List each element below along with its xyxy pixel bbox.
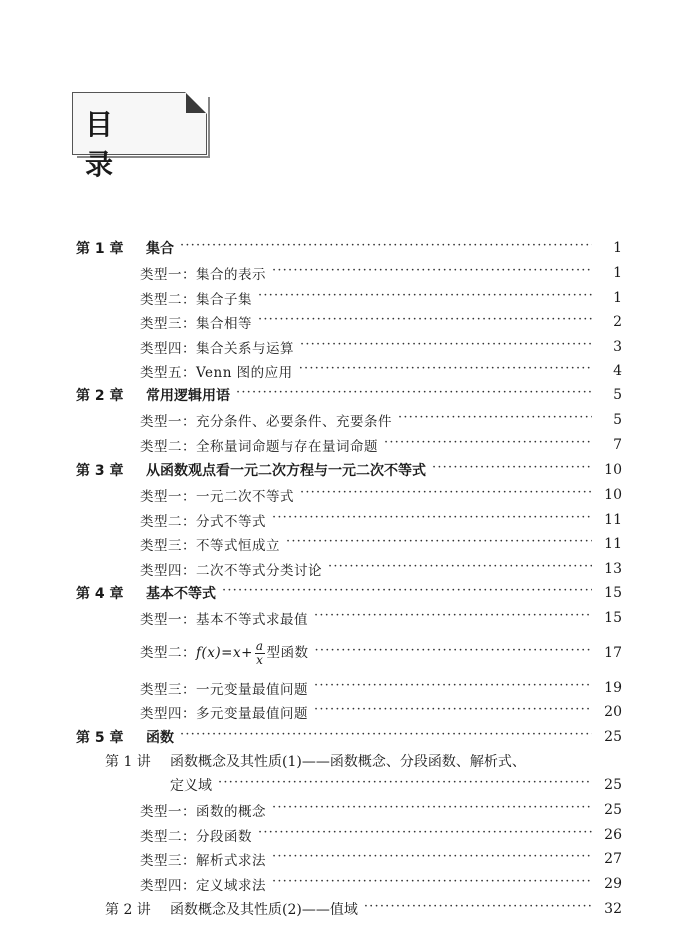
lecture-title-line1: 函数概念及其性质(1)——函数概念、分段函数、解析式、 xyxy=(170,754,526,770)
leader-dots xyxy=(314,611,592,625)
leader-dots xyxy=(432,463,592,477)
entry-suffix: 型函数 xyxy=(266,644,309,661)
toc-entry[interactable] xyxy=(140,872,622,896)
toc-lecture-1-line1[interactable] xyxy=(105,749,622,773)
page-number: 32 xyxy=(604,901,622,917)
page-number: 25 xyxy=(604,802,622,818)
entry-label: 类型二：分式不等式 xyxy=(140,514,266,530)
toc-title-box xyxy=(72,92,207,181)
page-number: 15 xyxy=(604,585,622,601)
entry-label: 类型一：函数的概念 xyxy=(140,804,266,820)
formula-left: f(x)=x+ xyxy=(196,644,253,661)
entry-label: 类型二：集合子集 xyxy=(140,292,252,308)
toc-entry[interactable] xyxy=(140,700,622,724)
page-number: 13 xyxy=(604,561,622,577)
fraction-denominator: x xyxy=(256,652,264,667)
page-number: 19 xyxy=(604,680,622,696)
leader-dots xyxy=(180,241,592,255)
page-number: 17 xyxy=(604,645,622,661)
entry-label: 类型三：一元变量最值问题 xyxy=(140,682,308,698)
page-number: 25 xyxy=(604,729,622,745)
page-number: 1 xyxy=(613,240,622,256)
fraction xyxy=(255,640,265,667)
toc-lecture-2[interactable] xyxy=(105,897,622,921)
chapter-title: 函数 xyxy=(146,730,174,746)
chapter-number: 第 5 章 xyxy=(76,730,124,746)
leader-dots xyxy=(258,315,592,329)
page-number: 5 xyxy=(613,387,622,403)
toc-entry[interactable] xyxy=(140,676,622,700)
page-number: 5 xyxy=(613,412,622,428)
entry-label xyxy=(105,751,526,771)
entry-label: 类型一：基本不等式求最值 xyxy=(140,612,308,628)
leader-dots xyxy=(258,291,592,305)
toc-entry[interactable] xyxy=(140,483,622,507)
entry-label: 类型一：集合的表示 xyxy=(140,267,266,283)
entry-label xyxy=(105,899,358,919)
page-title: 目 录 xyxy=(85,108,150,181)
page-number: 25 xyxy=(604,777,622,793)
toc-lecture-1-line2[interactable] xyxy=(170,773,622,797)
leader-dots xyxy=(272,266,592,280)
leader-dots xyxy=(314,681,592,695)
page-number: 15 xyxy=(604,610,622,626)
page-number: 1 xyxy=(613,265,622,281)
leader-dots xyxy=(218,778,592,792)
toc-entry[interactable] xyxy=(140,261,622,285)
folded-corner-icon xyxy=(184,91,208,115)
chapter-number: 第 4 章 xyxy=(76,586,124,602)
leader-dots xyxy=(328,562,592,576)
toc-chapter-1[interactable] xyxy=(76,236,622,260)
leader-dots xyxy=(272,852,592,866)
page-number: 3 xyxy=(613,339,622,355)
entry-label xyxy=(140,640,309,667)
page-number: 10 xyxy=(604,487,622,503)
toc-entry[interactable] xyxy=(140,286,622,310)
entry-label: 类型四：二次不等式分类讨论 xyxy=(140,563,322,579)
entry-label: 类型四：定义域求法 xyxy=(140,878,266,894)
leader-dots xyxy=(222,586,592,600)
leader-dots xyxy=(398,413,592,427)
page-number: 10 xyxy=(604,462,622,478)
entry-label: 类型五：Venn 图的应用 xyxy=(140,365,293,381)
page-number: 26 xyxy=(604,827,622,843)
toc-entry[interactable] xyxy=(140,847,622,871)
leader-dots xyxy=(384,438,592,452)
lecture-title-line2: 定义域 xyxy=(170,778,212,794)
toc-chapter-4[interactable] xyxy=(76,581,622,605)
chapter-number: 第 1 章 xyxy=(76,241,124,257)
page-number: 2 xyxy=(613,314,622,330)
page-number: 11 xyxy=(604,512,622,528)
toc-entry[interactable] xyxy=(140,508,622,532)
lecture-number: 第 2 讲 xyxy=(105,902,151,918)
page-number: 29 xyxy=(604,876,622,892)
leader-dots xyxy=(236,388,592,402)
chapter-title: 从函数观点看一元二次方程与一元二次不等式 xyxy=(146,463,426,479)
entry-label: 类型三：集合相等 xyxy=(140,316,252,332)
leader-dots xyxy=(315,646,592,660)
lecture-number: 第 1 讲 xyxy=(105,754,151,770)
page-number: 1 xyxy=(613,290,622,306)
entry-label: 类型三：不等式恒成立 xyxy=(140,538,280,554)
toc-entry[interactable] xyxy=(140,798,622,822)
leader-dots xyxy=(286,537,592,551)
toc-entry[interactable] xyxy=(140,335,622,359)
chapter-number: 第 3 章 xyxy=(76,463,124,479)
entry-label: 类型四：多元变量最值问题 xyxy=(140,706,308,722)
chapter-title: 集合 xyxy=(146,241,174,257)
toc-entry-formula[interactable] xyxy=(140,636,622,670)
toc-entry[interactable] xyxy=(140,532,622,556)
toc-entry[interactable] xyxy=(140,408,622,432)
leader-dots xyxy=(299,364,592,378)
toc-chapter-3[interactable] xyxy=(76,458,622,482)
entry-label: 类型二：全称量词命题与存在量词命题 xyxy=(140,439,378,455)
leader-dots xyxy=(272,513,592,527)
fraction-numerator: a xyxy=(255,638,264,653)
toc-entry[interactable] xyxy=(140,433,622,457)
leader-dots xyxy=(258,828,592,842)
toc-entry[interactable] xyxy=(140,359,622,383)
toc-entry[interactable] xyxy=(140,606,622,630)
toc-chapter-2[interactable] xyxy=(76,383,622,407)
page-number: 11 xyxy=(604,536,622,552)
page-number: 27 xyxy=(604,851,622,867)
toc-entry[interactable] xyxy=(140,557,622,581)
page-number: 4 xyxy=(613,363,622,379)
toc-entry[interactable] xyxy=(140,823,622,847)
entry-label: 类型三：解析式求法 xyxy=(140,853,266,869)
page-number: 7 xyxy=(613,437,622,453)
entry-prefix: 类型二： xyxy=(140,644,196,661)
chapter-title: 基本不等式 xyxy=(146,586,216,602)
toc-entry[interactable] xyxy=(140,310,622,334)
leader-dots xyxy=(300,340,592,354)
lecture-title-line1: 函数概念及其性质(2)——值域 xyxy=(170,902,358,918)
entry-label: 类型二：分段函数 xyxy=(140,829,252,845)
entry-label: 类型四：集合关系与运算 xyxy=(140,341,294,357)
leader-dots xyxy=(180,730,592,744)
leader-dots xyxy=(272,803,592,817)
leader-dots xyxy=(300,488,592,502)
leader-dots xyxy=(364,902,592,916)
chapter-title: 常用逻辑用语 xyxy=(146,388,230,404)
leader-dots xyxy=(272,877,592,891)
entry-label: 类型一：充分条件、必要条件、充要条件 xyxy=(140,414,392,430)
page-number: 20 xyxy=(604,704,622,720)
chapter-number: 第 2 章 xyxy=(76,388,124,404)
toc-chapter-5[interactable] xyxy=(76,725,622,749)
entry-label: 类型一：一元二次不等式 xyxy=(140,489,294,505)
leader-dots xyxy=(314,705,592,719)
